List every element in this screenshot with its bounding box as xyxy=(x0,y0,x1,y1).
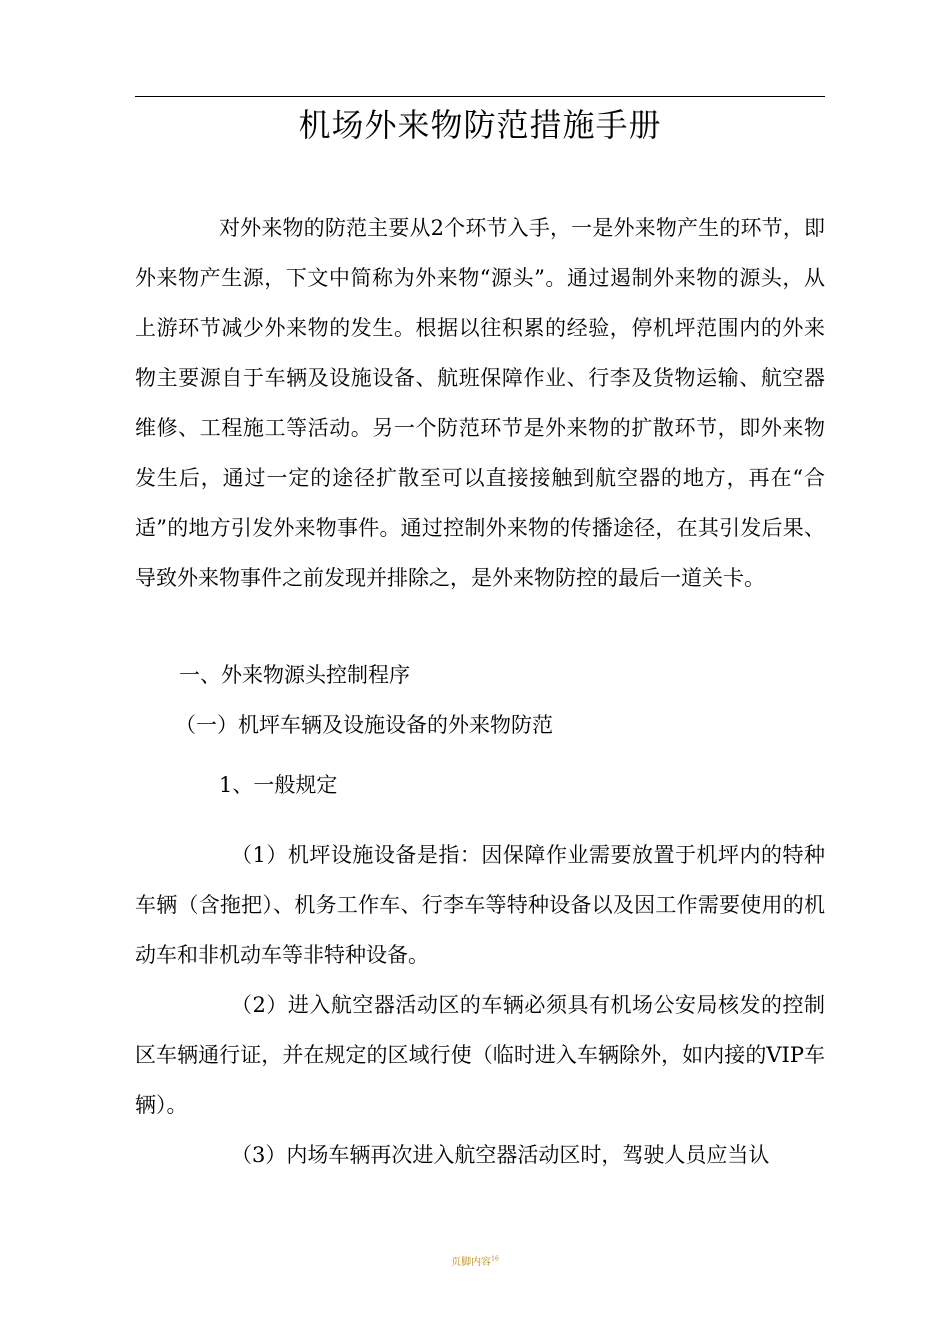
header-rule xyxy=(135,96,825,97)
clause-paragraph-2: （2）进入航空器活动区的车辆必须具有机场公安局核发的控制区车辆通行证，并在规定的区域行使（临时进入车辆除外，如内接的VIP车辆）。 xyxy=(135,993,825,1117)
document-title: 机场外来物防范措施手册 xyxy=(298,106,662,144)
section-heading-1: 一、外来物源头控制程序 xyxy=(179,663,410,687)
subsection-heading: （一）机坪车辆及设施设备的外来物防范 xyxy=(175,713,553,737)
clause-group-heading: 1、一般规定 xyxy=(219,773,338,797)
intro-paragraph: 对外来物的防范主要从2个环节入手，一是外来物产生的环节，即外来物产生源，下文中简称为外来物“源头”。通过遏制外来物的源头，从上游环节减少外来物的发生。根据以往积累的经验，停机坪范围内的外来物主要源自于车辆及设施设备、航班保障作业、行李及货物运输、航空器维修、工程施工等活动。另一个防范环节是外来物的扩散环节，即外来物发生后，通过一定的途径扩散至可以直接接触到航空器的地方，再在“合适”的地方引发外来物事件。通过控制外来物的传播途径，在其引发后果、导致外来物事件之前发现并排除之，是外来物防控的最后一道关卡。 xyxy=(135,216,825,590)
clause-paragraph-1: （1）机坪设施设备是指：因保障作业需要放置于机坪内的特种车辆（含拖把）、机务工作车、行李车等特种设备以及因工作需要使用的机动车和非机动车等非特种设备。 xyxy=(135,843,825,967)
page-footer xyxy=(0,1253,950,1268)
footer-page-number: 16 xyxy=(491,1255,499,1263)
footer-label: 页脚内容 xyxy=(451,1257,492,1268)
clause-paragraph-3: （3）内场车辆再次进入航空器活动区时，驾驶人员应当认 xyxy=(231,1143,770,1167)
